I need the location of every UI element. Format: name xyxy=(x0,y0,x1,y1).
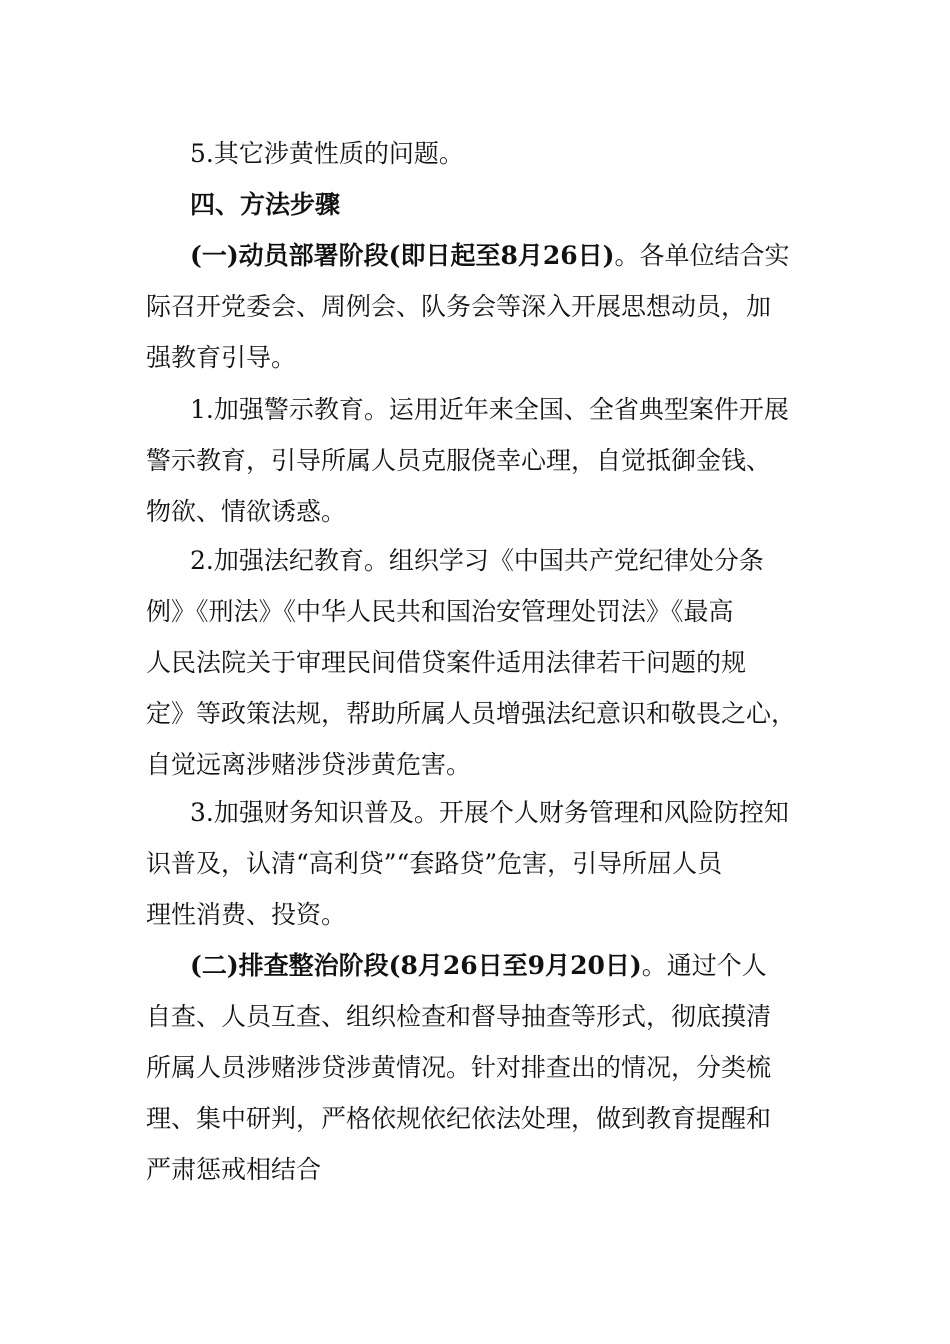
item-5-paragraph xyxy=(146,128,811,179)
point-3-paragraph xyxy=(146,787,811,940)
point-2-line-1: 例》《刑法》《中华人民共和国治安管理处罚法》《最高 xyxy=(146,597,734,626)
point-1-paragraph xyxy=(146,384,811,537)
stage-2-first-line xyxy=(146,940,811,991)
stage-2-line-1: 自查、人员互查、组织检查和督导抽查等形式，彻底摸清 xyxy=(146,1002,772,1031)
point-2-line-3: 定》等政策法规，帮助所属人员增强法纪意识和敬畏之心， xyxy=(146,699,797,728)
stage-1-paragraph xyxy=(146,230,811,383)
point-1-line-1: 警示教育，引导所属人员克服侥幸心理，自觉抵御金钱、 xyxy=(146,446,772,475)
point-2-line-0: 2.加强法纪教育。组织学习《中国共产党纪律处分条 xyxy=(190,546,764,575)
stage-1-title: (一)动员部署阶段(即日起至8月26日) xyxy=(190,241,615,270)
point-3-line-0: 3.加强财务知识普及。开展个人财务管理和风险防控知 xyxy=(190,798,789,827)
stage-2-line-4: 严肃惩戒相结合 xyxy=(146,1155,322,1184)
stage-1-first-line xyxy=(146,230,811,281)
item-5-text: 5.其它涉黄性质的问题。 xyxy=(190,139,464,168)
point-2-paragraph xyxy=(146,535,811,790)
point-1-line-0: 1.加强警示教育。运用近年来全国、全省典型案件开展 xyxy=(190,395,789,424)
stage-1-line-0: 。各单位结合实 xyxy=(614,241,790,270)
stage-2-title: (二)排查整治阶段(8月26日至9月20日) xyxy=(190,951,642,980)
stage-1-line-1: 际召开党委会、周例会、队务会等深入开展思想动员，加 xyxy=(146,292,772,321)
point-3-line-1: 识普及，认清“高利贷”“套路贷”危害，引导所屈人员 xyxy=(146,849,723,878)
point-2-line-2: 人民法院关于审理民间借贷案件适用法律若干问题的规 xyxy=(146,648,747,677)
section-heading-text: 四、方法步骤 xyxy=(190,190,341,219)
point-2-line-4: 自觉远离涉赌涉贷涉黄危害。 xyxy=(146,750,472,779)
point-3-line-2: 理性消费、投资。 xyxy=(146,900,347,929)
stage-2-line-0: 。通过个人 xyxy=(641,951,767,980)
stage-2-line-2: 所属人员涉赌涉贷涉黄情况。针对排查出的情况，分类梳 xyxy=(146,1053,772,1082)
section-heading xyxy=(146,179,811,230)
stage-2-line-3: 理、集中研判，严格依规依纪依法处理，做到教育提醒和 xyxy=(146,1104,772,1133)
point-1-line-2: 物欲、情欲诱惑。 xyxy=(146,497,347,526)
stage-1-line-2: 强教育引导。 xyxy=(146,343,297,372)
stage-2-paragraph xyxy=(146,940,811,1195)
